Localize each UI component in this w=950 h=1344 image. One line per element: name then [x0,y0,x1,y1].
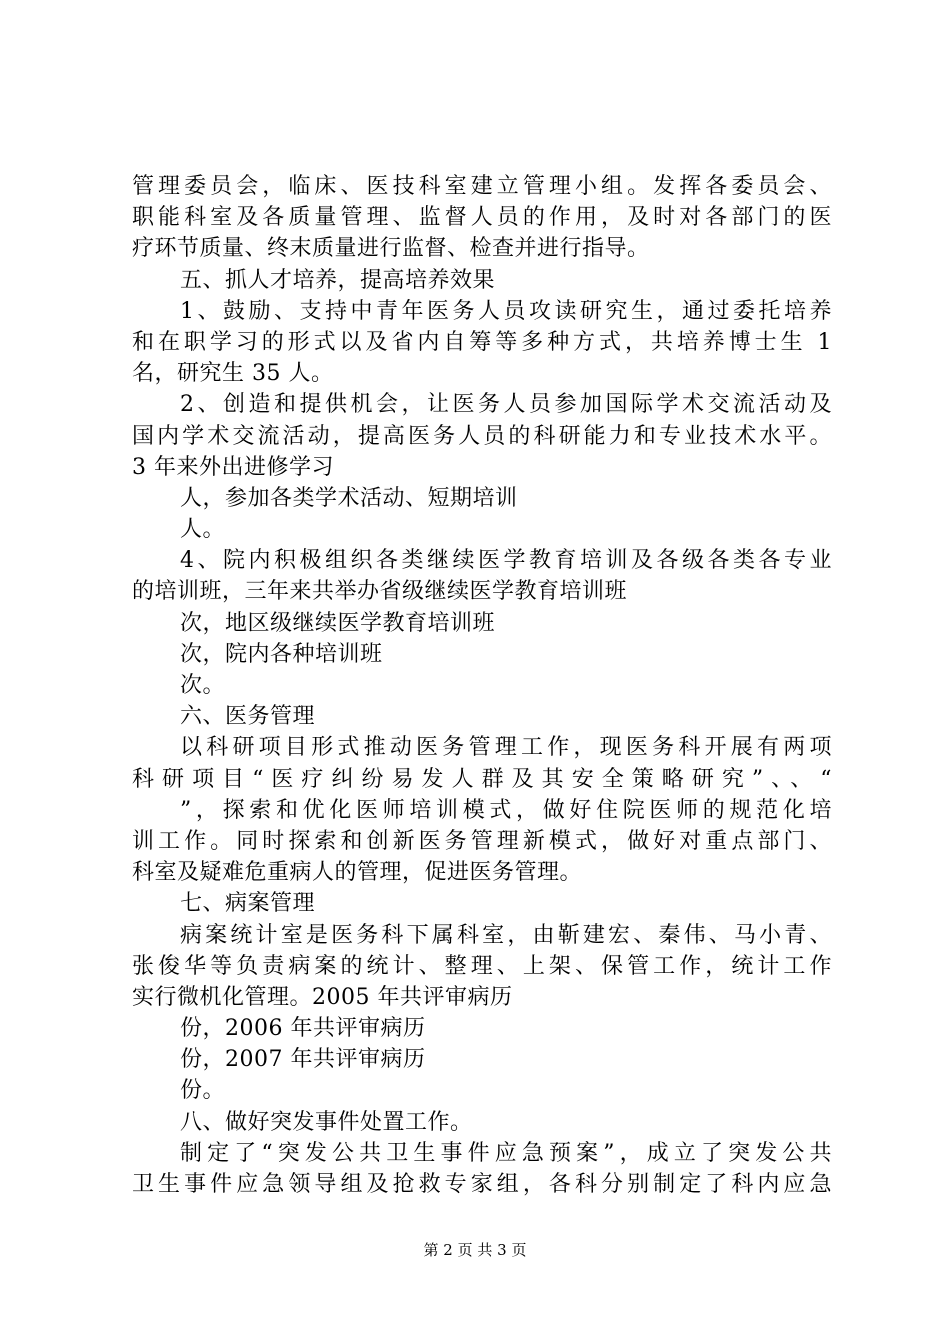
paragraph-line: 制定了“突发公共卫生事件应急预案”，成立了突发公共 [180,1140,832,1166]
paragraph-line: 份，2007 年共评审病历 [180,1047,426,1073]
paragraph-line: ”，探索和优化医师培训模式，做好住院医师的规范化培 [180,797,832,823]
paragraph-line: 科研项目“医疗纠纷易发人群及其安全策略研究”、、“ [132,766,832,792]
paragraph-line: 病案统计室是医务科下属科室，由靳建宏、秦伟、马小青、 [180,922,832,948]
paragraph-line: 职能科室及各质量管理、监督人员的作用，及时对各部门的医 [132,205,832,231]
paragraph-line: 2、创造和提供机会，让医务人员参加国际学术交流活动及 [180,392,832,418]
paragraph-line: 次，地区级继续医学教育培训班 [180,610,496,636]
paragraph-line: 名，研究生 35 人。 [132,361,334,387]
section-heading: 六、医务管理 [180,704,316,730]
paragraph-line: 管理委员会，临床、医技科室建立管理小组。发挥各委员会、 [132,174,832,199]
paragraph-line: 张俊华等负责病案的统计、整理、上架、保管工作，统计工作 [132,953,832,979]
paragraph-line: 3 年来外出进修学习 [132,454,334,480]
paragraph-line: 卫生事件应急领导组及抢救专家组，各科分别制定了科内应急 [132,1172,832,1197]
paragraph-line: 和在职学习的形式以及省内自筹等多种方式，共培养博士生 1 [132,329,832,355]
section-heading: 五、抓人才培养，提高培养效果 [180,267,496,293]
paragraph-line: 国内学术交流活动，提高医务人员的科研能力和专业技术水平。 [132,423,832,449]
section-heading: 八、做好突发事件处置工作。 [180,1109,473,1135]
paragraph-line: 人，参加各类学术活动、短期培训 [180,485,518,511]
page-footer [0,1240,950,1260]
paragraph-line: 科室及疑难危重病人的管理，促进医务管理。 [132,860,583,886]
paragraph-line: 份。 [180,1078,226,1104]
paragraph-line: 训工作。同时探索和创新医务管理新模式，做好对重点部门、 [132,828,832,854]
section-heading: 七、病案管理 [180,891,316,917]
paragraph-line: 次。 [180,673,226,698]
document-body [132,171,832,1200]
paragraph-line: 疗环节质量、终末质量进行监督、检查并进行指导。 [132,236,650,262]
paragraph-line: 的培训班，三年来共举办省级继续医学教育培训班 [132,579,628,605]
paragraph-line: 实行微机化管理。2005 年共评审病历 [132,984,513,1010]
paragraph-line: 4、院内积极组织各类继续医学教育培训及各级各类各专业 [180,548,832,574]
page-number: 第 2 页 共 3 页 [423,1241,527,1259]
paragraph-line: 次，院内各种培训班 [180,641,383,667]
paragraph-line: 1、鼓励、支持中青年医务人员攻读研究生，通过委托培养 [180,298,832,324]
paragraph-line: 份，2006 年共评审病历 [180,1016,426,1042]
paragraph-line: 以科研项目形式推动医务管理工作，现医务科开展有两项 [180,735,832,761]
paragraph-line: 人。 [180,517,226,543]
